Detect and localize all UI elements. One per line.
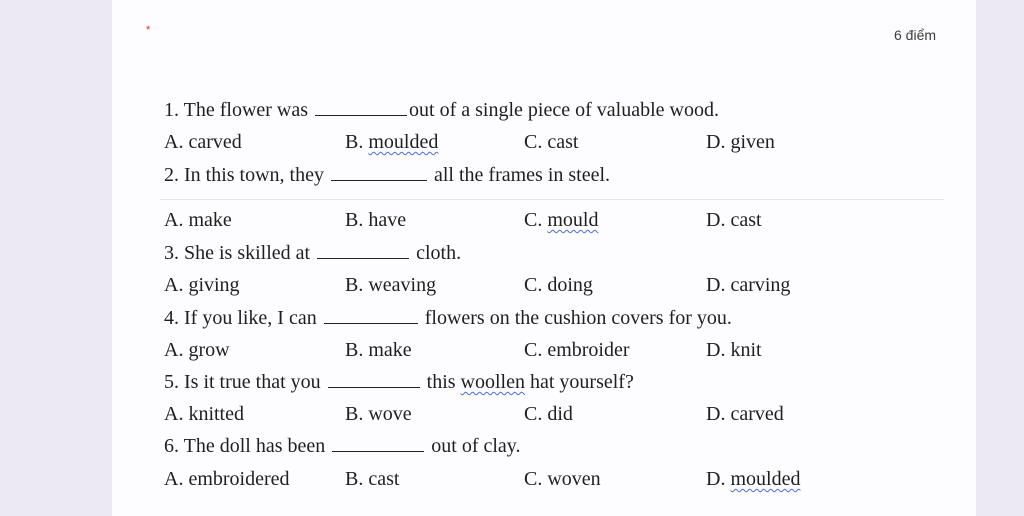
option-a: A. knitted <box>164 403 244 425</box>
answer-blank <box>328 370 420 388</box>
option-c <box>524 206 598 234</box>
question-1 <box>164 96 719 124</box>
spellcheck-word: mould <box>547 209 599 231</box>
option-letter: C. <box>524 209 548 231</box>
option-b: B. weaving <box>345 274 437 296</box>
option-a: A. grow <box>164 339 230 361</box>
spellcheck-word: moulded <box>368 131 439 153</box>
question-5 <box>164 368 634 396</box>
question-text-before: She is skilled at <box>184 242 311 264</box>
answer-blank <box>332 434 424 452</box>
spellcheck-word: woollen <box>460 371 525 393</box>
option-c: C. embroider <box>524 339 630 361</box>
answer-blank <box>331 163 427 181</box>
question-text-after: cloth. <box>416 242 462 264</box>
answer-blank <box>315 98 407 116</box>
option-a: A. embroidered <box>164 468 290 490</box>
option-b: B. wove <box>345 403 412 425</box>
question-text-after: all the frames in steel. <box>434 164 611 186</box>
option-d: D. given <box>706 131 775 153</box>
option-a: A. giving <box>164 274 240 296</box>
option-d: D. knit <box>706 339 762 361</box>
question-number: 6. <box>164 435 179 457</box>
question-2 <box>164 161 610 189</box>
question-text-after <box>427 371 634 393</box>
question-number: 1. <box>164 99 179 121</box>
question-4 <box>164 304 732 332</box>
required-asterisk: * <box>146 24 151 36</box>
option-c: C. woven <box>524 468 601 490</box>
option-d <box>706 465 800 493</box>
option-b: B. have <box>345 209 407 231</box>
option-letter: B. <box>345 131 369 153</box>
option-b <box>345 128 438 156</box>
option-d: D. cast <box>706 209 762 231</box>
question-3 <box>164 239 461 267</box>
question-number: 3. <box>164 242 179 264</box>
text-part: this <box>426 371 461 393</box>
option-c: C. did <box>524 403 573 425</box>
question-number: 5. <box>164 371 179 393</box>
question-text-after: out of a single piece of valuable wood. <box>409 99 719 121</box>
question-6 <box>164 432 521 460</box>
answer-blank <box>317 241 409 259</box>
question-text-before: The flower was <box>183 99 309 121</box>
question-text-after: flowers on the cushion covers for you. <box>424 307 732 329</box>
points-label: 6 điểm <box>894 27 937 43</box>
question-text-before: Is it true that you <box>184 371 321 393</box>
option-b: B. cast <box>345 468 400 490</box>
option-c: C. cast <box>524 131 579 153</box>
option-letter: D. <box>706 468 731 490</box>
option-a: A. carved <box>164 131 242 153</box>
question-number: 4. <box>164 307 179 329</box>
question-text-before: In this town, they <box>184 164 324 186</box>
option-b: B. make <box>345 339 412 361</box>
question-text-before: The doll has been <box>183 435 326 457</box>
option-c: C. doing <box>524 274 593 296</box>
question-text-before: If you like, I can <box>184 307 317 329</box>
question-number: 2. <box>164 164 179 186</box>
option-d: D. carving <box>706 274 791 296</box>
option-d: D. carved <box>706 403 784 425</box>
option-a: A. make <box>164 209 232 231</box>
spellcheck-word: moulded <box>730 468 801 490</box>
question-text-after: out of clay. <box>431 435 521 457</box>
text-part: hat yourself? <box>524 371 634 393</box>
answer-blank <box>324 306 418 324</box>
